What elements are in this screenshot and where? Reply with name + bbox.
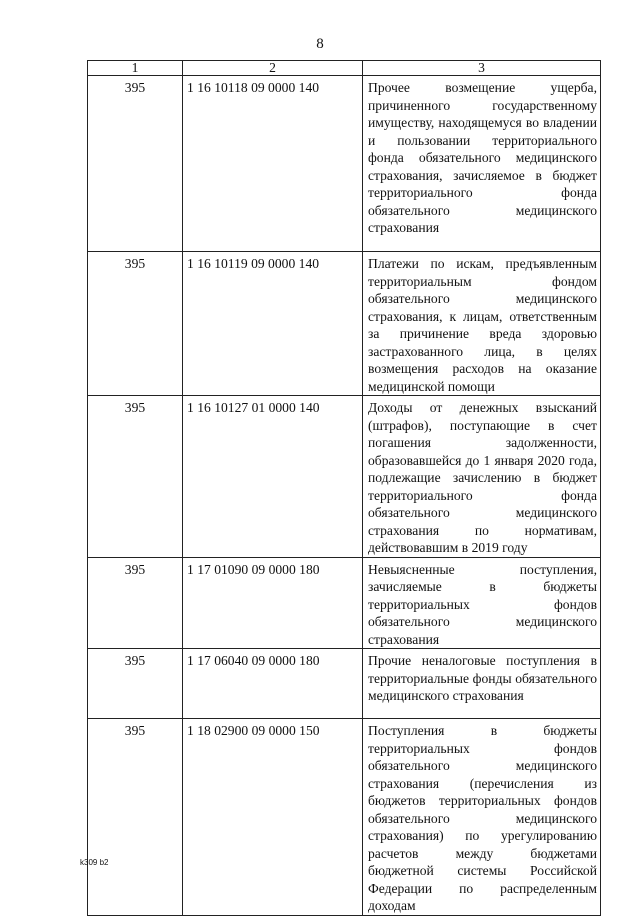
admin-code-cell: 395	[88, 396, 183, 558]
table-row	[88, 719, 601, 916]
budget-code-cell: 1 16 10119 09 0000 140	[183, 252, 363, 396]
table-row	[88, 649, 601, 719]
budget-code-cell: 1 16 10118 09 0000 140	[183, 76, 363, 252]
admin-code-cell: 395	[88, 649, 183, 719]
table-row	[88, 557, 601, 649]
column-header-2: 2	[183, 61, 363, 76]
revenue-name-cell: Платежи по искам, предъявленным территориальным фондом обязательного медицинского страхования, к лицам, ответственным за причинение вреда здоровью застрахованного лица, в целях возмещения расходов на оказание медицинской помощи	[363, 252, 601, 396]
admin-code-cell: 395	[88, 252, 183, 396]
column-header-3: 3	[363, 61, 601, 76]
admin-code-cell: 395	[88, 557, 183, 649]
revenue-name-cell: Прочее возмещение ущерба, причиненного государственному имуществу, находящемуся во владении и пользовании территориального фонда обязательного медицинского страхования, зачисляемое в бюджет территориального фонда обязательного медицинского страхования	[363, 76, 601, 252]
table-row	[88, 76, 601, 252]
revenue-name-cell: Невыясненные поступления, зачисляемые в бюджеты территориальных фондов обязательного медицинского страхования	[363, 557, 601, 649]
page-number: 8	[316, 36, 324, 52]
admin-code-cell: 395	[88, 719, 183, 916]
table-row	[88, 252, 601, 396]
revenue-name-cell: Прочие неналоговые поступления в территориальные фонды обязательного медицинского страхования	[363, 649, 601, 719]
table-header-row	[88, 61, 601, 76]
document-footer-code: k309 b2	[80, 858, 109, 867]
revenue-name-cell: Доходы от денежных взысканий (штрафов), поступающие в счет погашения задолженности, образовавшейся до 1 января 2020 года, подлежащие зачислению в бюджет территориального фонда обязательного медицинского страхования по нормативам, действовавшим в 2019 году	[363, 396, 601, 558]
column-header-1: 1	[88, 61, 183, 76]
admin-code-cell: 395	[88, 76, 183, 252]
budget-code-cell: 1 16 10127 01 0000 140	[183, 396, 363, 558]
budget-code-cell: 1 18 02900 09 0000 150	[183, 719, 363, 916]
revenue-codes-table	[87, 60, 601, 916]
budget-code-cell: 1 17 06040 09 0000 180	[183, 649, 363, 719]
budget-code-cell: 1 17 01090 09 0000 180	[183, 557, 363, 649]
revenue-name-cell: Поступления в бюджеты территориальных фондов обязательного медицинского страхования (перечисления из бюджетов территориальных фондов обязательного медицинского страхования) по урегулированию расчетов между бюджетами бюджетной системы Российской Федерации по распределенным доходам	[363, 719, 601, 916]
table-row	[88, 396, 601, 558]
